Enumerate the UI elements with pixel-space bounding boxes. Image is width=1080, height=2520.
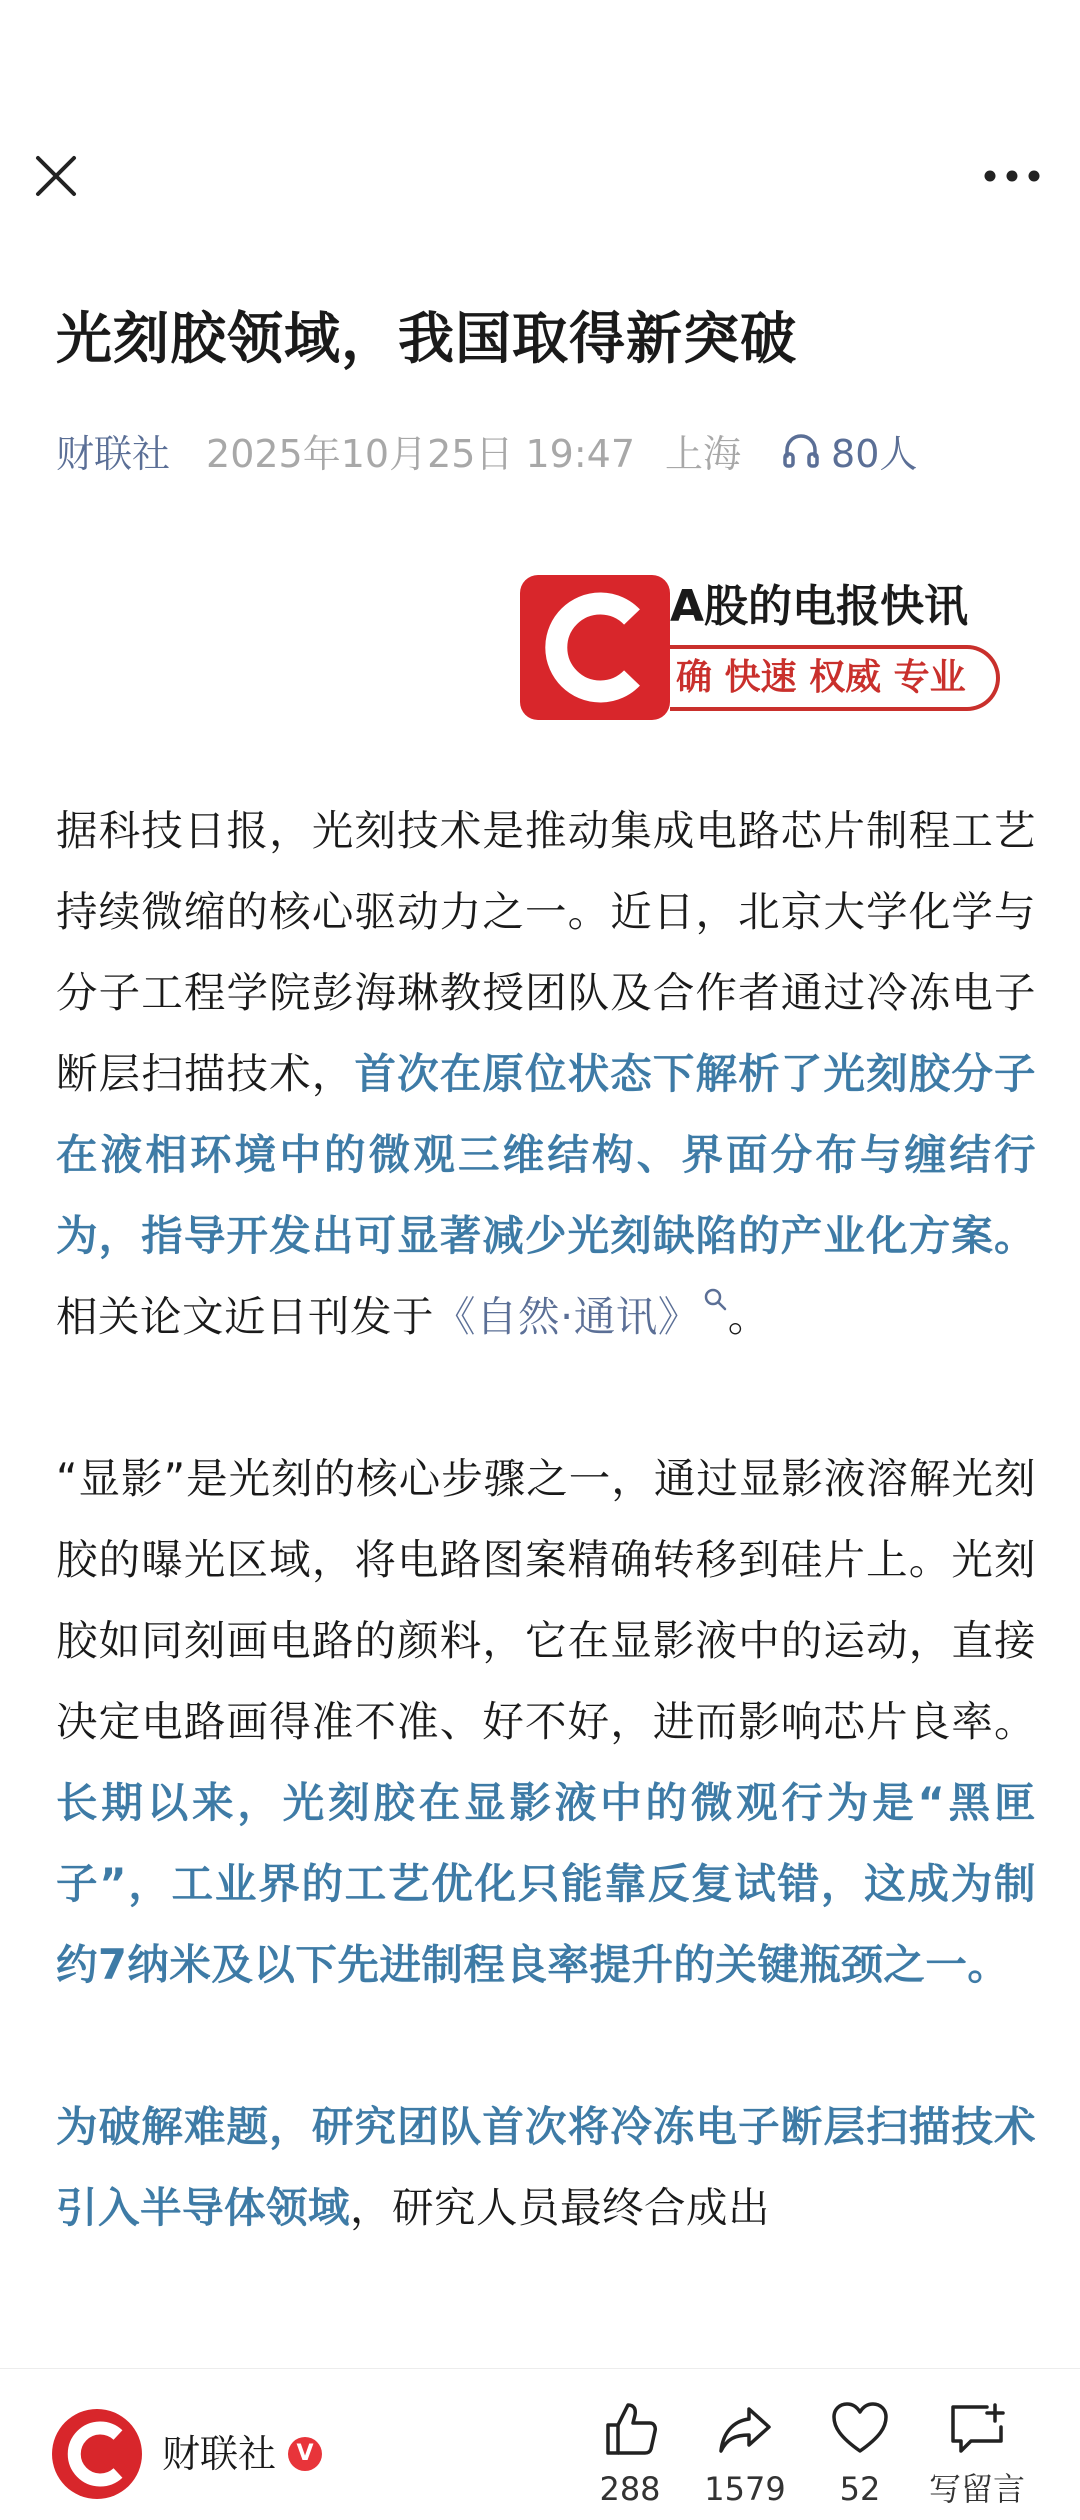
listen-button[interactable] xyxy=(781,423,917,478)
journal-link[interactable]: 《自然·通讯》 xyxy=(434,1292,700,1341)
comment-label: 写留言 xyxy=(928,2470,1025,2508)
close-icon xyxy=(30,150,82,202)
banner-tagline: A股的电报快讯 xyxy=(670,581,969,632)
author-name[interactable]: 财联社 xyxy=(162,2432,277,2476)
brand-banner xyxy=(520,575,1010,725)
article-source[interactable]: 财联社 xyxy=(56,431,171,476)
favorite-button[interactable] xyxy=(795,2399,925,2519)
more-icon xyxy=(980,150,1044,202)
highlight-text: 首次在原位状态下解析了光刻胶分子在液相环境中的微观三维结构、界面分布与缠结行为，指导开发出可显著减少光刻缺陷的产业化方案。 xyxy=(56,1049,1036,1260)
comment-button[interactable] xyxy=(912,2399,1042,2519)
article-body xyxy=(56,790,1036,2329)
paragraph-text: “显影”是光刻的核心步骤之一，通过显影液溶解光刻胶的曝光区域，将电路图案精确转移到硅片上。光刻胶如同刻画电路的颜料，它在显影液中的运动，直接决定电路画得准不准、好不好，进而影响芯片良率。 xyxy=(56,1454,1036,1746)
top-bar xyxy=(0,0,1080,280)
article-title: 光刻胶领域，我国取得新突破 xyxy=(56,307,797,372)
close-button[interactable] xyxy=(30,150,82,202)
highlight-text: 为破解难题，研究团队首次将冷冻电子断层扫描技术引入半导体领域 xyxy=(56,2102,1036,2232)
paragraph-text: ，研究人员最终合成出 xyxy=(350,2183,771,2232)
search-icon[interactable] xyxy=(702,1286,728,1316)
like-count: 288 xyxy=(599,2470,661,2508)
thumbs-up-icon xyxy=(600,2399,660,2459)
banner-slogan: 确 快速 权威 专业 xyxy=(670,645,1000,711)
paragraph-1 xyxy=(56,790,1036,1357)
paragraph-2 xyxy=(56,1438,1036,2005)
comment-add-icon xyxy=(947,2399,1007,2459)
verified-badge: V xyxy=(288,2437,322,2471)
share-icon xyxy=(715,2399,775,2459)
brand-logo-icon xyxy=(52,2409,142,2499)
article-meta xyxy=(56,420,917,480)
bottom-bar xyxy=(0,2368,1080,2520)
share-button[interactable] xyxy=(680,2399,810,2519)
paragraph-3 xyxy=(56,2086,1036,2248)
heart-icon xyxy=(830,2399,890,2459)
article-date: 2025年10月25日 19:47 xyxy=(206,431,636,476)
paragraph-text: 据科技日报，光刻技术是推动集成电路芯片制程工艺持续微缩的核心驱动力之一。近日，北京大学化学与分子工程学院彭海琳教授团队及合作者通过冷冻电子断层扫描技术， xyxy=(56,806,1036,1098)
favorite-count: 52 xyxy=(839,2470,881,2508)
highlight-text: 长期以来，光刻胶在显影液中的微观行为是“黑匣子”，工业界的工艺优化只能靠反复试错，这成为制约7纳米及以下先进制程良率提升的关键瓶颈之一。 xyxy=(56,1778,1036,1989)
headphones-icon xyxy=(781,430,821,470)
listener-count: 80人 xyxy=(831,431,918,476)
like-button[interactable] xyxy=(565,2399,695,2519)
paragraph-text: 。 xyxy=(727,1292,770,1341)
paragraph-text: 相关论文近日刊发于 xyxy=(56,1292,435,1341)
article-city: 上海 xyxy=(665,431,742,476)
share-count: 1579 xyxy=(704,2470,786,2508)
brand-logo-icon xyxy=(520,575,670,720)
more-button[interactable] xyxy=(980,150,1044,202)
author-avatar[interactable] xyxy=(52,2409,142,2499)
